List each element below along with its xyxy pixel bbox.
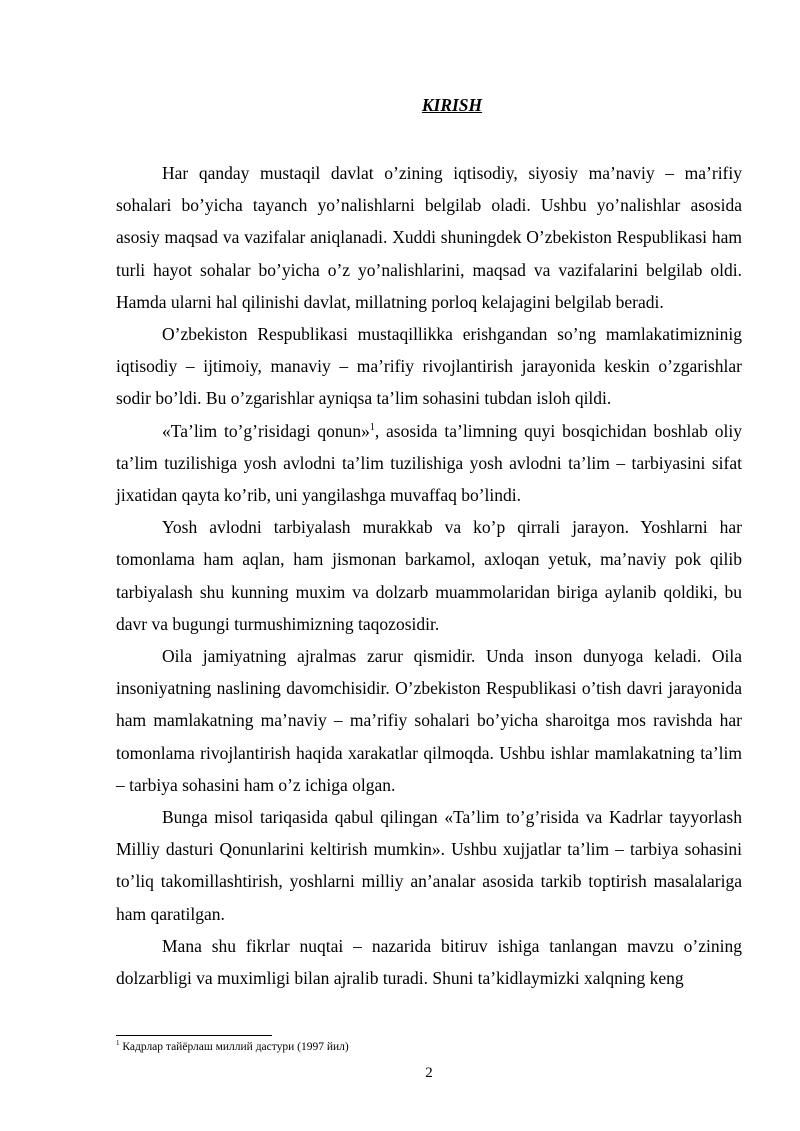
paragraph-3 xyxy=(116,415,742,512)
paragraph-3-rest: , asosida ta’limning quyi bosqichidan boshlab oliy ta’lim tuzilishiga yosh avlodni ta’lim tuzilishiga yosh avlodni ta’lim – tarbiyasini sifat jixatidan qayta ko’rib, uni yangilashga muvaffaq bo’lindi. xyxy=(116,420,742,506)
paragraph-5: Oila jamiyatning ajralmas zarur qismidir. Unda inson dunyoga keladi. Oila insoniyatning naslining davomchisidir. O’zbekiston Respublikasi o’tish davri jarayonida ham mamlakatning ma’naviy – ma’rifiy sohalari bo’yicha sharoitga mos ravishda har tomonlama rivojlantirish haqida xarakatlar qilmoqda. Ushbu ishlar mamlakatning ta’lim – tarbiya sohasini ham o’z ichiga olgan. xyxy=(116,646,742,795)
page-number: 2 xyxy=(425,1065,433,1081)
paragraph-3-quote: «Ta’lim to’g’risidagi qonun» xyxy=(162,420,370,441)
paragraph-1: Har qanday mustaqil davlat o’zining iqtisodiy, siyosiy ma’naviy – ma’rifiy sohalari bo’yicha tayanch yo’nalishlarni belgilab oladi. Ushbu yo’nalishlar asosida asosiy maqsad va vazifalar aniqlanadi. Xuddi shuningdek O’zbekiston Respublikasi ham turli hayot sohalar bo’yicha o’z yo’nalishlarini, maqsad va vazifalarini belgilab oldi. Hamda ularni hal qilinishi davlat, millatning porloq kelajagini belgilab beradi. xyxy=(116,163,742,312)
page-title: KIRISH xyxy=(421,95,483,115)
paragraph-7: Mana shu fikrlar nuqtai – nazarida bitiruv ishiga tanlangan mavzu o’zining dolzarbligi va muximligi bilan ajralib turadi. Shuni ta’kidlaymizki xalqning keng xyxy=(116,935,742,989)
footnote-reference[interactable]: 1 xyxy=(369,421,375,433)
paragraph-4: Yosh avlodni tarbiyalash murakkab va ko’p qirrali jarayon. Yoshlarni har tomonlama ham aqlan, ham jismonan barkamol, axloqan yetuk, ma’naviy pok qilib tarbiyalash shu kunning muxim va dolzarb muammolaridan biriga aylanib qoldiki, bu davr va bugungi turmushimizning taqozosidir. xyxy=(116,517,742,634)
footnote xyxy=(116,1040,742,1054)
paragraph-6: Bunga misol tariqasida qabul qilingan «Ta’lim to’g’risida va Kadrlar tayyorlash Milliy dasturi Qonunlarini keltirish mumkin». Ushbu xujjatlar ta’lim – tarbiya sohasini to’liq takomillashtirish, yoshlarni milliy an’analar asosida tarkib toptirish masalalariga ham qaratilgan. xyxy=(116,807,742,924)
body-text xyxy=(116,157,742,994)
footnote-text: Кадрлар тайёрлаш миллий дастури (1997 йил) xyxy=(119,1041,349,1053)
footnote-marker: 1 xyxy=(116,1039,120,1048)
paragraph-2: O’zbekiston Respublikasi mustaqillikka erishgandan so’ng mamlakatimizninig iqtisodiy – ijtimoiy, manaviy – ma’rifiy rivojlantirish jarayonida keskin o’zgarishlar sodir bo’ldi. Bu o’zgarishlar ayniqsa ta’lim sohasini tubdan isloh qildi. xyxy=(116,324,742,409)
footnote-separator xyxy=(116,1035,272,1036)
